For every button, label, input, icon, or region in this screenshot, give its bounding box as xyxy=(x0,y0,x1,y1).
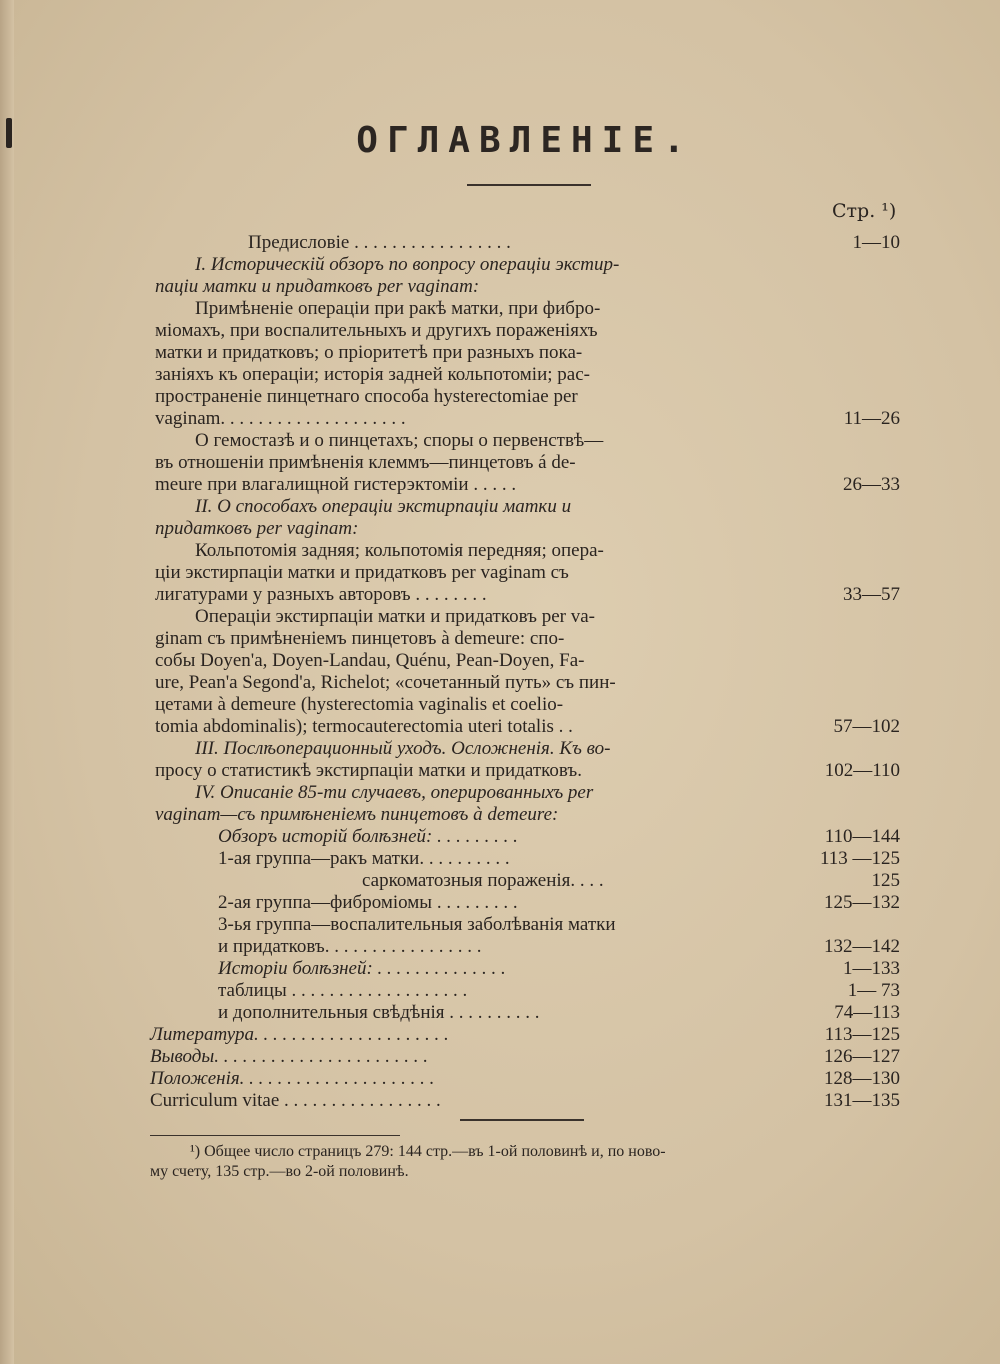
toc-entry-text: vaginam—съ примѣненіемъ пинцетовъ à demeure: xyxy=(155,804,559,825)
toc-entry-text: Положенія. . . . . . . . . . . . . . . . . . . . . xyxy=(150,1068,435,1089)
toc-entry-page: 11—26 xyxy=(843,408,900,429)
toc-entry-page: 113 —125 xyxy=(819,848,900,869)
toc-entry-text: II. О способахъ операціи экстирпаціи матки и xyxy=(195,496,572,517)
toc-entry-text: саркоматозныя пораженія. . . . xyxy=(362,870,604,891)
toc-entry-page: 26—33 xyxy=(843,474,900,495)
footnote-line-2: му счету, 135 стр.—во 2-ой половинѣ. xyxy=(150,1163,409,1180)
toc-entry-page: 57—102 xyxy=(833,716,900,737)
toc-entry-page: 128—130 xyxy=(824,1068,900,1089)
toc-entry-page: 125 xyxy=(871,870,900,891)
toc-entry-page: 102—110 xyxy=(824,760,900,781)
toc-entry-text: пространеніе пинцетнаго способа hysterectomiae per xyxy=(155,386,578,407)
toc-entry-text: 2-ая группа—фиброміомы . . . . . . . . . xyxy=(218,892,518,913)
toc-entry-text: О гемостазѣ и о пинцетахъ; споры о первенствѣ— xyxy=(195,430,604,451)
toc-entry-text: Выводы. . . . . . . . . . . . . . . . . . . . . . . xyxy=(150,1046,428,1067)
toc-entry-page: 1— 73 xyxy=(847,980,900,1001)
toc-entry-text: Кольпотомія задняя; кольпотомія передняя; опера- xyxy=(195,540,604,561)
toc-entry-text: просу о статистикѣ экстирпаціи матки и придатковъ. xyxy=(155,760,582,781)
toc-entry-page: 125—132 xyxy=(824,892,900,913)
toc-entry-text: ure, Pean'a Segond'a, Richelot; «сочетанный путь» съ пин- xyxy=(155,672,616,693)
toc-entry-text: міомахъ, при воспалительныхъ и другихъ пораженіяхъ xyxy=(155,320,598,341)
toc-entry-text: III. Послѣоперационный уходъ. Осложненія. Къ во- xyxy=(195,738,611,759)
toc-entry-page: 1—10 xyxy=(852,232,900,253)
toc-entry-text: матки и придатковъ; о пріоритетѣ при разныхъ пока- xyxy=(155,342,583,363)
toc-entry-text: паціи матки и придатковъ per vaginam: xyxy=(155,276,480,297)
page-title: ОГЛАВЛЕНІЕ. xyxy=(356,120,694,161)
toc-entry-text: и дополнительныя свѣдѣнія . . . . . . . . . . xyxy=(218,1002,540,1023)
toc-entry-text: ціи экстирпаціи матки и придатковъ per vaginam съ xyxy=(155,562,569,583)
toc-entry-page: 126—127 xyxy=(824,1046,900,1067)
toc-entry-text: таблицы . . . . . . . . . . . . . . . . . . . xyxy=(218,980,468,1001)
toc-entry-text: собы Doyen'a, Doyen-Landau, Quénu, Pean-Doyen, Fa- xyxy=(155,650,585,671)
toc-entry-text: Операціи экстирпаціи матки и придатковъ per va- xyxy=(195,606,595,627)
toc-entry-text: и придатковъ. . . . . . . . . . . . . . . . . xyxy=(218,936,482,957)
toc-entry-text: ginam съ примѣненіемъ пинцетовъ à demeure: спо- xyxy=(155,628,565,649)
toc-entry-text: meure при влагалищной гистерэктоміи . . . . . xyxy=(155,474,517,495)
toc-entry-page: 110—144 xyxy=(824,826,900,847)
toc-entry-page: 132—142 xyxy=(824,936,900,957)
toc-entry-text: въ отношеніи примѣненія клеммъ—пинцетовъ á de- xyxy=(155,452,576,473)
toc-entry-page: 1—133 xyxy=(843,958,900,979)
toc-entry-text: Примѣненіе операціи при ракѣ матки, при фибро- xyxy=(195,298,601,319)
toc-entry-page: 113—125 xyxy=(824,1024,900,1045)
toc-entry-text: Исторіи болѣзней: . . . . . . . . . . . . . . xyxy=(218,958,506,979)
toc-entry-text: лигатурами у разныхъ авторовъ . . . . . . . . xyxy=(155,584,487,605)
toc-entry-page: 131—135 xyxy=(824,1090,900,1111)
toc-entry-text: Предисловіе . . . . . . . . . . . . . . . . . xyxy=(248,232,511,253)
toc-entry-page: 33—57 xyxy=(843,584,900,605)
toc-entry-text: Обзоръ исторій болѣзней: . . . . . . . . . xyxy=(218,826,518,847)
toc-entry-text: vaginam. . . . . . . . . . . . . . . . . . . . xyxy=(155,408,406,429)
toc-entry-text: заніяхъ къ операціи; исторія задней кольпотоміи; рас- xyxy=(155,364,590,385)
page-column-header: Стр. ¹) xyxy=(832,200,897,222)
toc-entry-page: 74—113 xyxy=(834,1002,900,1023)
toc-entry-text: Curriculum vitae . . . . . . . . . . . . . . . . . xyxy=(150,1090,441,1111)
toc-entry-text: I. Историческій обзоръ по вопросу операціи экстир- xyxy=(195,254,620,275)
toc-entry-text: 1-ая группа—ракъ матки. . . . . . . . . . xyxy=(218,848,510,869)
toc-entry-text: цетами à demeure (hysterectomia vaginalis et coelio- xyxy=(155,694,564,715)
toc-entry-text: придатковъ per vaginam: xyxy=(155,518,359,539)
toc-entry-text: Литература. . . . . . . . . . . . . . . . . . . . . xyxy=(150,1024,449,1045)
toc-entry-text: 3-ья группа—воспалительныя заболѣванія матки xyxy=(218,914,616,935)
footnote-line-1: ¹) Общее число страницъ 279: 144 стр.—въ 1-ой половинѣ и, по ново- xyxy=(190,1143,666,1160)
toc-entry-text: IV. Описаніе 85-ти случаевъ, оперированныхъ per xyxy=(195,782,594,803)
end-rule xyxy=(460,1119,584,1121)
footnote-rule xyxy=(150,1135,400,1136)
toc-entry-text: tomia abdominalis); termocauterectomia uteri totalis . . xyxy=(155,716,573,737)
